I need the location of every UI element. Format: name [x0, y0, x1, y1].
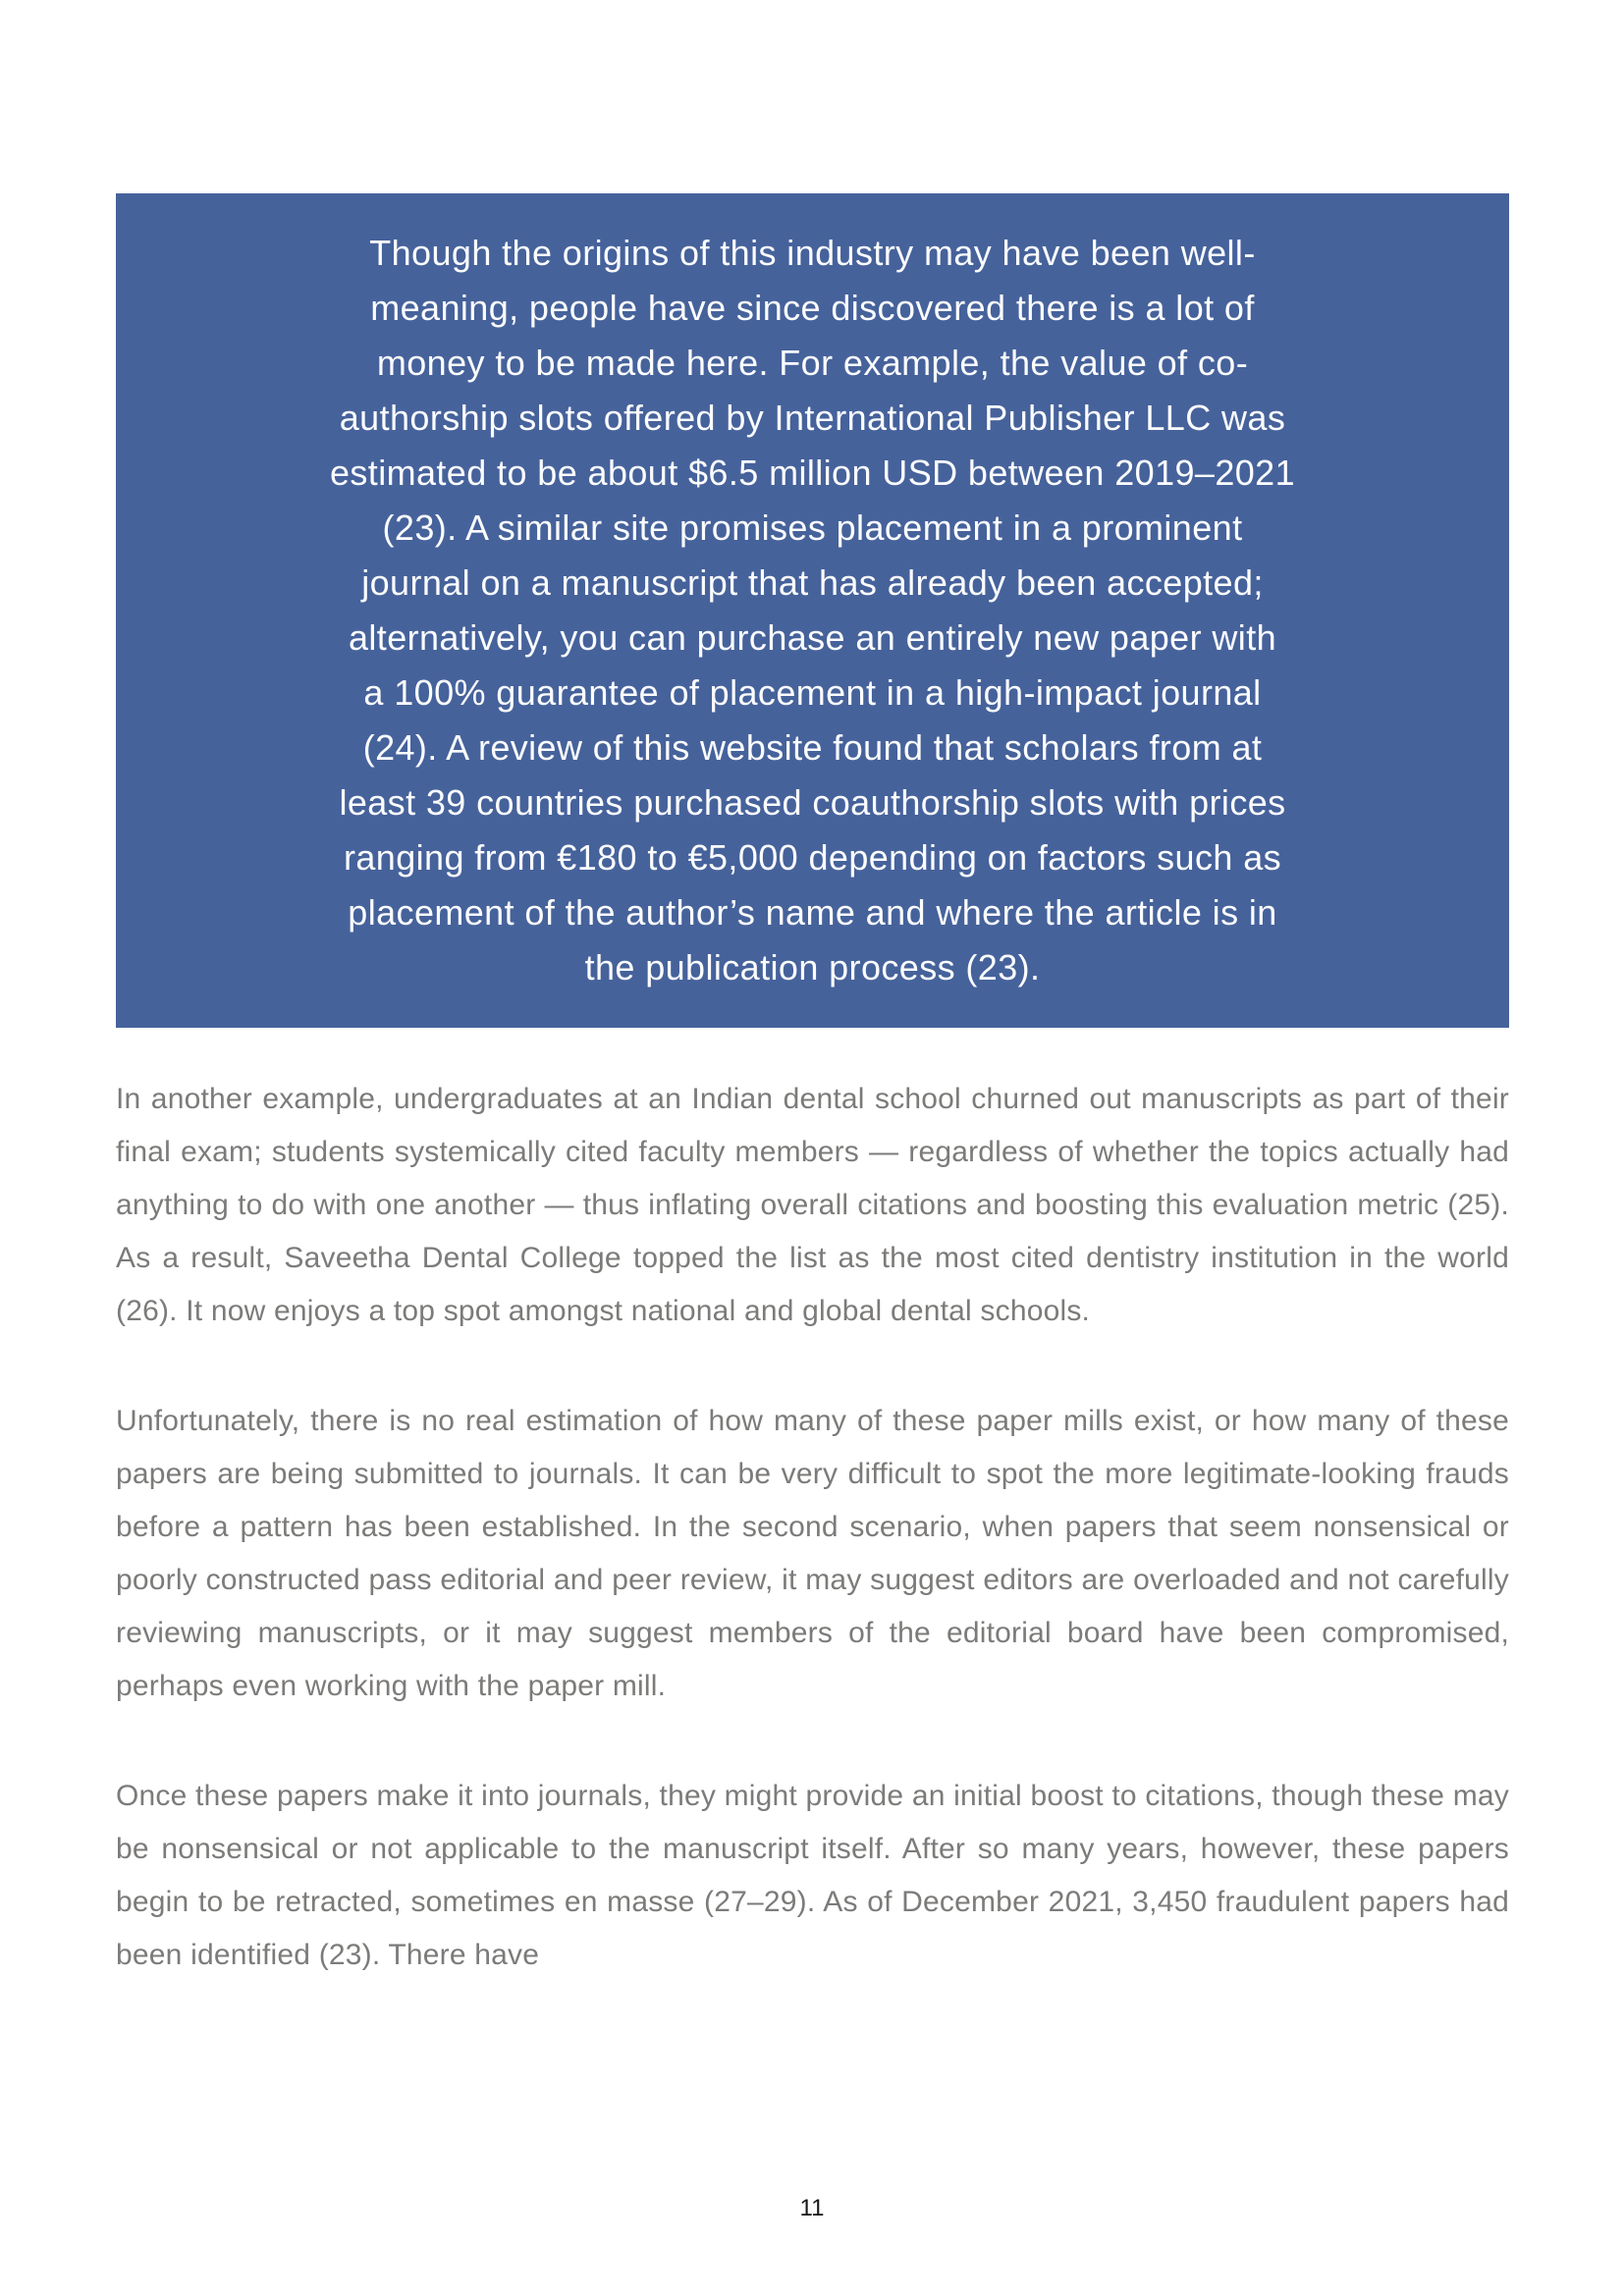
- callout-line: the publication process (23).: [584, 947, 1041, 988]
- body-paragraph: In another example, undergraduates at an Indian dental school churned out manuscripts as part of their final exam; students systemically cited faculty members — regardless of whether the topics actually had anything to do with one another — thus inflating overall citations and boosting this evaluation metric (25). As a result, Saveetha Dental College topped the list as the most cited dentistry institution in the world (26). It now enjoys a top spot amongst national and global dental schools.: [116, 1083, 1509, 1327]
- callout-line: meaning, people have since discovered there is a lot of: [370, 288, 1255, 328]
- callout-line: money to be made here. For example, the value of co-: [376, 343, 1249, 383]
- callout-line: journal on a manuscript that has already been accepted;: [361, 562, 1264, 603]
- callout-line: authorship slots offered by International Publisher LLC was: [339, 398, 1286, 438]
- page-number: 11: [799, 2195, 825, 2221]
- callout-line: estimated to be about $6.5 million USD between 2019–2021: [329, 453, 1296, 493]
- callout-line: alternatively, you can purchase an entirely new paper with: [348, 617, 1277, 658]
- callout-line: (23). A similar site promises placement in a prominent: [382, 507, 1243, 548]
- callout-line: a 100% guarantee of placement in a high-impact journal: [363, 672, 1262, 713]
- callout-line: Though the origins of this industry may have been well-: [369, 233, 1256, 273]
- callout-line: ranging from €180 to €5,000 depending on factors such as: [343, 837, 1282, 878]
- callout-line: placement of the author’s name and where the article is in: [348, 892, 1277, 933]
- page-footer: [0, 2195, 1624, 2222]
- body-paragraph: Once these papers make it into journals, they might provide an initial boost to citations, though these may be nonsensical or not applicable to the manuscript itself. After so many years, however, these papers begin to be retracted, sometimes en masse (27–29). As of December 2021, 3,450 fraudulent papers had been identified (23). There have: [116, 1780, 1509, 1971]
- callout-box: [116, 193, 1509, 1028]
- body-paragraph: Unfortunately, there is no real estimation of how many of these paper mills exist, or how many of these papers are being submitted to journals. It can be very difficult to spot the more legitimate-looking frauds before a pattern has been established. In the second scenario, when papers that seem nonsensical or poorly constructed pass editorial and peer review, it may suggest editors are overloaded and not carefully reviewing manuscripts, or it may suggest members of the editorial board have been compromised, perhaps even working with the paper mill.: [116, 1405, 1509, 1702]
- callout-line: (24). A review of this website found that scholars from at: [362, 727, 1263, 768]
- callout-line: least 39 countries purchased coauthorship slots with prices: [339, 782, 1286, 823]
- body-text: [116, 1073, 1509, 2039]
